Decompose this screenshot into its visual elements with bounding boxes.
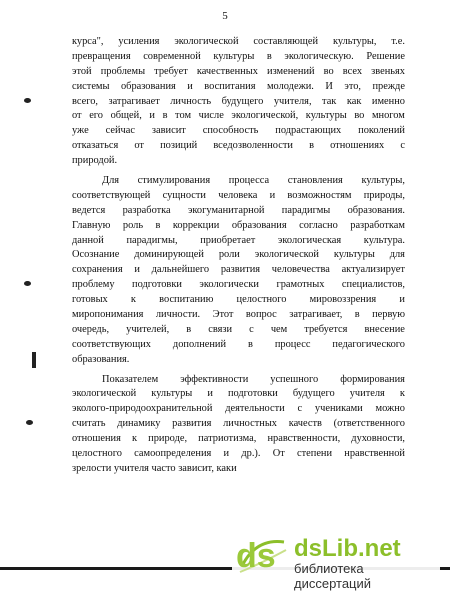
text-line: отказаться от позиций вседозволенности в отношениях с xyxy=(72,140,405,152)
text-line: сохранения и дальнейшего развития человечества актуализирует xyxy=(72,264,405,276)
text-line: считать динамику развития личностных качеств (ответственного xyxy=(72,418,405,430)
text-line: зрелости учителя часто зависит, каки xyxy=(72,462,237,474)
text-line: всего, затрагивает личность будущего учителя, так как именно xyxy=(72,95,405,107)
text-line: Осознание доминирующей роли экологической культуры для xyxy=(72,249,405,261)
text-line: Главную роль в коррекции образования согласно разработкам xyxy=(72,219,405,231)
text-line: курса", усиления экологической составляющей культуры, т.е. xyxy=(72,36,405,47)
text-line: уже сейчас зависит способность подрастающих поколений xyxy=(72,125,405,137)
text-line: данной парадигмы, приобретает экологическая культура. xyxy=(72,234,405,246)
watermark-site[interactable]: dsLib.net xyxy=(294,535,401,562)
text-line: соответствующих дополнений в процесс педагогического xyxy=(72,338,405,350)
margin-bullet-icon xyxy=(24,281,31,286)
text-line: отношения к природе, патриотизма, нравственности, духовности, xyxy=(72,433,405,445)
text-line: этой проблемы требует качественных изменений во всех звеньях xyxy=(72,65,405,77)
text-line: миропонимания личности. Этот вопрос затрагивает, в первую xyxy=(72,309,405,321)
text-line: экологической культуры и подготовки будущего учителя к xyxy=(72,388,405,400)
paragraph xyxy=(72,174,405,368)
text-line: от его общей, и в том числе экологической, культуры во многом xyxy=(72,110,405,122)
text-line: системы образования и воспитания молодежи. И это, прежде xyxy=(72,80,405,92)
paragraph xyxy=(72,35,405,169)
text-line: целостного самоопределения и др.). От степени нравственной xyxy=(72,448,405,460)
body-text xyxy=(72,35,405,477)
text-line: готовых к воспитанию целостного мировоззрения и xyxy=(72,294,405,306)
text-line: превращения современной культуры в экологическую. Решение xyxy=(72,50,405,62)
text-line: образования. xyxy=(72,353,130,365)
text-line: Для стимулирования процесса становления культуры, xyxy=(102,175,405,187)
margin-bullet-icon xyxy=(24,98,31,103)
paragraph xyxy=(72,373,405,477)
text-line: соответствующей сущности человека и возможностям природы, xyxy=(72,189,405,201)
text-line: эколого-природоохранительной деятельности с учениками можно xyxy=(72,403,405,415)
text-line: проблему подготовки экологически грамотных специалистов, xyxy=(72,279,405,291)
text-line: очередь, учителей, в связи с чем требуется внесение xyxy=(72,323,405,335)
dslib-logo-icon: ds xyxy=(236,536,290,576)
text-line: ведется разработка экогуманитарной парадигмы образования. xyxy=(72,204,405,216)
page-number: 5 xyxy=(222,10,228,22)
margin-bullet-icon xyxy=(26,420,33,425)
margin-tick-mark xyxy=(32,352,36,368)
watermark xyxy=(232,534,440,591)
watermark-description: библиотека диссертаций xyxy=(294,561,372,591)
text-line: Показателем эффективности успешного формирования xyxy=(102,373,405,385)
text-line: природой. xyxy=(72,155,118,167)
